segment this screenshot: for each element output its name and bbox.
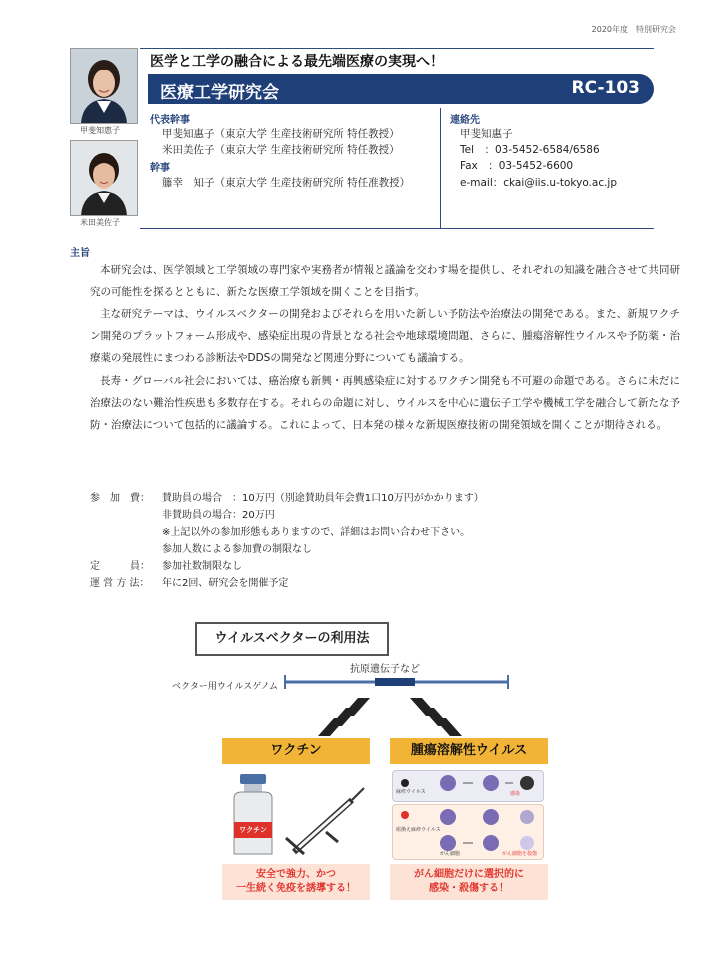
fee-line-1: 賛助員の場合 ：10万円（別途賛助員年会費1口10万円がかかります） <box>162 493 484 504</box>
fee-line-4: 参加人数による参加費の制限なし <box>162 544 312 555</box>
contact-tel: Tel ：03-5452-6584/6586 <box>460 144 600 156</box>
portrait-caption-2: 米田美佐子 <box>80 218 120 227</box>
operation-label: 運 営 方 法： <box>90 578 150 589</box>
antigen-label: 抗原遺伝子など <box>350 664 420 675</box>
cancer-cell-label: がん細胞 <box>440 851 461 857</box>
genome-label: ベクター用ウイルスゲノム <box>172 682 279 692</box>
virus-caption-line-2: 感染・殺傷する！ <box>429 883 509 894</box>
diagram-title: ウイルスベクターの利用法 <box>195 622 389 656</box>
operation-value: 年に2回、研究会を開催予定 <box>162 578 289 589</box>
vaccine-caption <box>222 864 370 900</box>
oncolytic-virus-header: 腫瘍溶解性ウイルス <box>390 738 548 764</box>
page-title: 医療工学研究会 <box>160 83 279 103</box>
year-tag: 2020年度 特別研究会 <box>591 25 676 34</box>
fee-label: 参 加 費： <box>90 493 150 504</box>
right-chevron-icon <box>410 698 462 736</box>
row2-result: がん細胞を殺傷 <box>502 851 538 857</box>
virus-caption <box>390 864 548 900</box>
capacity-label: 定 員： <box>90 561 150 572</box>
vaccine-caption-line-1: 安全で強力、かつ <box>256 869 336 880</box>
page-subtitle: 医学と工学の融合による最先端医療の実現へ！ <box>150 54 444 70</box>
representative-2: 米田美佐子（東京大学 生産技術研究所 特任教授） <box>162 144 400 156</box>
portrait-photo-1 <box>70 48 138 124</box>
vial-label: ワクチン <box>239 826 267 834</box>
row1-label: 麻疹ウイルス <box>396 789 426 795</box>
left-chevron-icon <box>318 698 370 736</box>
contact-name: 甲斐知惠子 <box>460 128 513 140</box>
purpose-paragraph-2: 主な研究テーマは、ウイルスベクターの開発およびそれらを用いた新しい予防法や治療法の開発である。また、新規ワクチン開発のプラットフォーム形成や、感染症出現の背景となる社会や地球環境問題、さらに、腫瘍溶解性ウイルスや予防薬・治療薬の発展性にまつわる診断法やDDSの開発など関連分野についても議論する。 <box>90 308 680 364</box>
vaccine-caption-line-2: 一生続く免疫を誘導する！ <box>236 883 356 894</box>
secretary-heading: 幹事 <box>150 163 170 174</box>
fee-line-3: ※上記以外の参加形態もありますので、詳細はお問い合わせ下さい。 <box>162 527 471 538</box>
representative-heading: 代表幹事 <box>150 115 190 126</box>
purpose-heading: 主旨 <box>70 248 90 259</box>
fee-line-2: 非賛助員の場合：20万円 <box>162 510 275 521</box>
divider-horizontal <box>140 228 654 229</box>
title-rule <box>140 48 654 49</box>
capacity-value: 参加社数制限なし <box>162 561 242 572</box>
normal-virus-panel <box>392 770 544 802</box>
portrait-photo-2 <box>70 140 138 216</box>
purpose-paragraph-1: 本研究会は、医学領域と工学領域の専門家や実務者が情報と議論を交わす場を提供し、それぞれの知識を融合させて共同研究の可能性を探るとともに、新たな医療工学領域を開くことを目指す。 <box>90 264 680 298</box>
contact-heading: 連絡先 <box>450 115 480 126</box>
portrait-caption-1: 甲斐知惠子 <box>80 126 120 135</box>
purpose-paragraph-3: 長寿・グローバル社会においては、癌治療も新興・再興感染症に対するワクチン開発も不可避の命題である。さらに未だに治療法のない難治性疾患も多数存在する。それらの命題に対し、ウイルスを中心に遺伝子工学や機械工学を融合して新たな予防・治療法について包括的に議論する。これによって、日本発の様々な新規医療技術の開発領域を開くことが期待される。 <box>90 375 680 431</box>
vaccine-header: ワクチン <box>222 738 370 764</box>
virus-caption-line-1: がん細胞だけに選択的に <box>414 869 524 880</box>
contact-fax: Fax ：03-5452-6600 <box>460 160 574 172</box>
secretary-1: 籐幸 知子（東京大学 生産技術研究所 特任准教授） <box>162 177 411 189</box>
vaccine-vial-syringe-icon <box>222 770 372 860</box>
representative-1: 甲斐知惠子（東京大学 生産技術研究所 特任教授） <box>162 128 400 140</box>
row2-label: 組換え麻疹ウイルス <box>396 827 441 833</box>
divider-vertical <box>440 108 441 228</box>
course-code: RC-103 <box>571 78 640 98</box>
row1-result: 感染 <box>510 791 521 797</box>
contact-email[interactable]: e-mail：ckai@iis.u-tokyo.ac.jp <box>460 177 618 189</box>
title-banner <box>148 74 654 104</box>
